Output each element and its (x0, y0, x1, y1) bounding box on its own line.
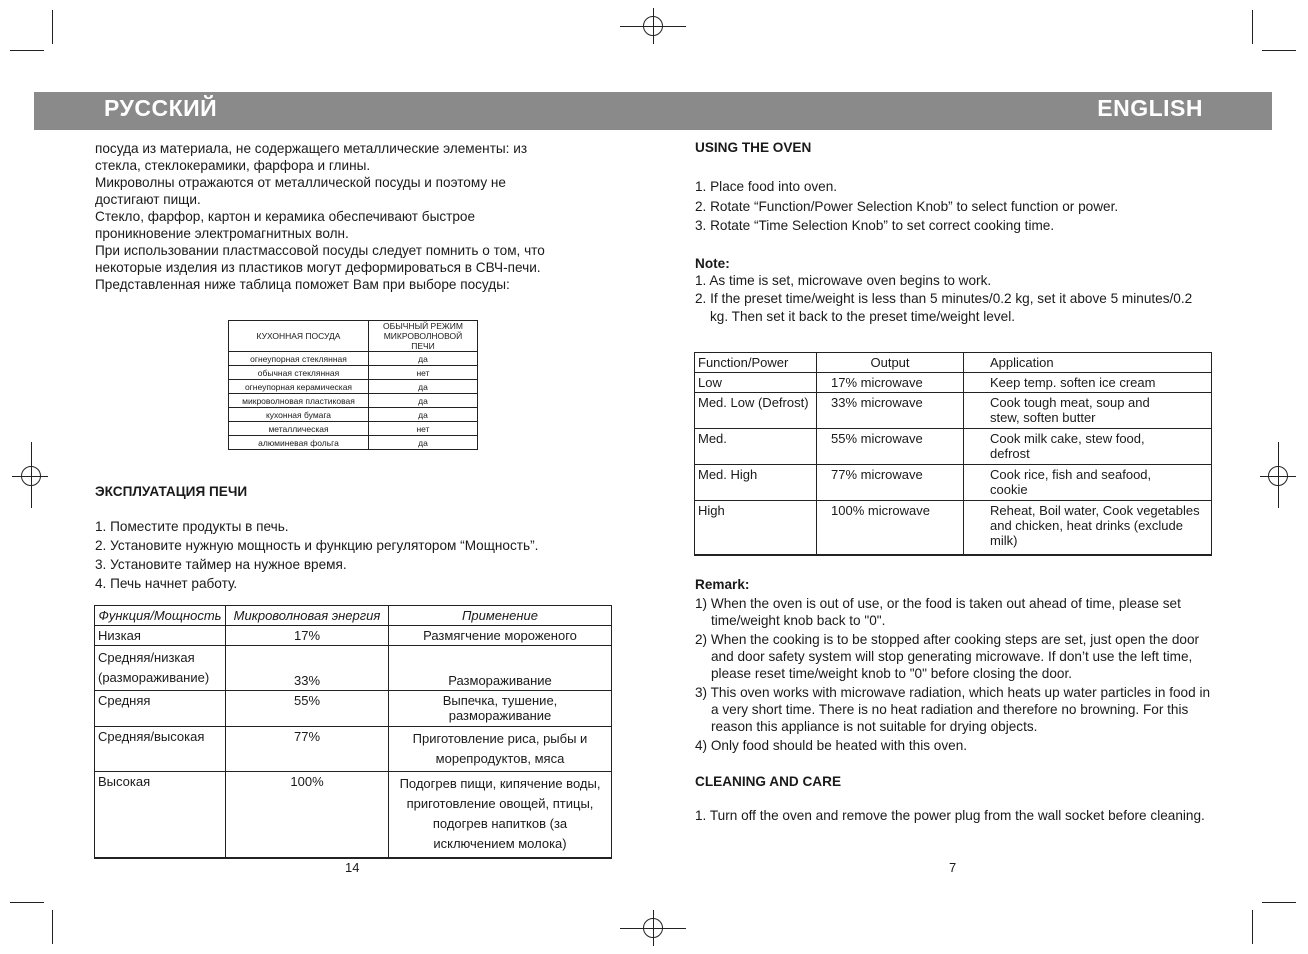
en-remarks-section (695, 577, 1212, 824)
en-remark: 1) When the oven is out of use, or the food is taken out ahead of time, please set time/weight knob back to "0". (695, 596, 1181, 628)
table-cell: Med. (695, 429, 817, 465)
ru-step: 4. Печь начнет работу. (95, 576, 238, 591)
table-cell: 100% (226, 772, 389, 858)
ru-intro-line: некоторые изделия из пластиков могут деформироваться в СВЧ-печи. (95, 260, 541, 275)
ru-intro-line: проникновение электромагнитных волн. (95, 226, 349, 241)
table-header-cell: КУХОННАЯ ПОСУДА (229, 321, 369, 352)
table-cell: огнеупорная керамическая (229, 380, 369, 394)
table-cell: Low (695, 373, 817, 393)
table-row (95, 646, 612, 691)
table-header-cell: ОБЫЧНЫЙ РЕЖИМ МИКРОВОЛНОВОЙ ПЕЧИ (369, 321, 478, 352)
table-header-cell: Микроволновая энергия (226, 606, 389, 626)
table-cell: Cook tough meat, soup and stew, soften butter (964, 393, 1212, 429)
table-cell: кухонная бумага (229, 408, 369, 422)
table-cell: да (369, 436, 478, 450)
table-cell: нет (369, 366, 478, 380)
ru-power-table (94, 605, 612, 859)
crop-mark (1252, 910, 1253, 944)
table-cell: алюминевая фольга (229, 436, 369, 450)
en-cleaning-title: CLEANING AND CARE (695, 774, 842, 789)
en-section-title: USING THE OVEN (695, 140, 812, 155)
table-row (95, 691, 612, 727)
table-row (695, 393, 1212, 429)
table-row (95, 626, 612, 646)
table-cell: микроволновая пластиковая (229, 394, 369, 408)
table-cell: 100% microwave (817, 501, 964, 555)
crop-mark (52, 10, 53, 44)
table-header-row (229, 321, 478, 352)
table-cell: 33% microwave (817, 393, 964, 429)
ru-intro-line: стекла, стеклокерамики, фарфора и глины. (95, 158, 371, 173)
table-cell: Размораживание (389, 646, 612, 691)
table-cell: High (695, 501, 817, 555)
table-cell: 17% (226, 626, 389, 646)
crop-mark (1262, 50, 1296, 51)
table-header-row (95, 606, 612, 626)
ru-cookware-table (228, 320, 478, 450)
table-cell: Размягчение мороженого (389, 626, 612, 646)
table-row (695, 373, 1212, 393)
table-row (695, 465, 1212, 501)
table-cell: Med. Low (Defrost) (695, 393, 817, 429)
table-cell: 77% (226, 727, 389, 772)
ru-intro-line: Микроволны отражаются от металлической посуды и поэтому не (95, 175, 506, 190)
table-cell: Keep temp. soften ice cream (964, 373, 1212, 393)
table-cell: Средняя (95, 691, 226, 727)
en-step: 2. Rotate “Function/Power Selection Knob” to select function or power. (695, 198, 1119, 214)
ru-section-title: ЭКСПЛУАТАЦИЯ ПЕЧИ (95, 484, 248, 499)
ru-intro-line: Представленная ниже таблица поможет Вам при выборе посуды: (95, 277, 510, 292)
table-cell: Cook milk cake, stew food, defrost (964, 429, 1212, 465)
table-row (229, 380, 478, 394)
header-bar (34, 92, 1272, 130)
table-row (229, 422, 478, 436)
en-remark: 2) When the cooking is to be stopped after cooking steps are set, just open the door and door safety system will stop generating microwave. If don’t use the left time, please reset time/weight knob to "0" before closing the door. (695, 632, 1200, 681)
table-cell: металлическая (229, 422, 369, 436)
table-row (229, 366, 478, 380)
table-row (695, 501, 1212, 555)
table-cell: Низкая (95, 626, 226, 646)
table-cell: обычная стеклянная (229, 366, 369, 380)
table-cell: Reheat, Boil water, Cook vegetables and chicken, heat drinks (exclude milk) (964, 501, 1212, 555)
table-header-cell: Output (817, 353, 964, 373)
crop-mark (10, 50, 44, 51)
crop-mark (10, 902, 44, 903)
table-cell: Cook rice, fish and seafood, cookie (964, 465, 1212, 501)
russian-column (95, 140, 615, 293)
table-header-row (695, 353, 1212, 373)
table-row (229, 436, 478, 450)
en-note: 1. As time is set, microwave oven begins to work. (695, 272, 992, 288)
ru-intro-line: посуда из материала, не содержащего металлические элементы: из (95, 141, 528, 156)
english-column (695, 140, 1212, 326)
crop-mark (1252, 10, 1253, 44)
language-label-russian: РУССКИЙ (104, 95, 218, 121)
en-note-title: Note: (695, 255, 730, 271)
ru-intro-line: достигают пищи. (95, 192, 201, 207)
ru-step: 3. Установите таймер на нужное время. (95, 557, 347, 572)
en-remark-title: Remark: (695, 577, 750, 592)
table-cell: да (369, 408, 478, 422)
ru-step: 2. Установите нужную мощность и функцию регулятором “Мощность”. (95, 538, 539, 553)
table-row (229, 394, 478, 408)
table-cell: Подогрев пищи, кипячение воды, приготовление овощей, птицы, подогрев напитков (за исключением молока) (389, 772, 612, 858)
crop-mark (1262, 902, 1296, 903)
en-step: 1. Place food into oven. (695, 179, 838, 194)
table-cell: 17% microwave (817, 373, 964, 393)
table-cell: 55% microwave (817, 429, 964, 465)
table-cell: Средняя/высокая (95, 727, 226, 772)
en-step: 3. Rotate “Time Selection Knob” to set correct cooking time. (695, 218, 1055, 233)
table-row (95, 772, 612, 858)
crop-mark (52, 910, 53, 944)
page-number-left: 14 (345, 860, 360, 875)
table-cell: Высокая (95, 772, 226, 858)
table-header-cell: Применение (389, 606, 612, 626)
table-header-cell: Function/Power (695, 353, 817, 373)
en-remark: 3) This oven works with microwave radiation, which heats up water particles in food in a very short time. There is no heat radiation and therefore no browning. For this reason this appliance is not suitable for drying objects. (695, 685, 1211, 734)
table-cell: огнеупорная стеклянная (229, 352, 369, 366)
table-cell: нет (369, 422, 478, 436)
ru-operation-section (95, 484, 615, 593)
table-cell: 77% microwave (817, 465, 964, 501)
table-header-cell: Функция/Мощность (95, 606, 226, 626)
table-row (695, 429, 1212, 465)
table-row (229, 408, 478, 422)
language-label-english: ENGLISH (1097, 95, 1203, 121)
table-cell: Приготовление риса, рыбы и морепродуктов, мяса (389, 727, 612, 772)
page-number-right: 7 (949, 860, 957, 875)
en-cleaning-text: 1. Turn off the oven and remove the power plug from the wall socket before cleaning. (695, 808, 1205, 823)
table-cell: 55% (226, 691, 389, 727)
ru-intro-line: При использовании пластмассовой посуды следует помнить о том, что (95, 243, 545, 258)
ru-intro-line: Стекло, фарфор, картон и керамика обеспечивают быстрое (95, 209, 476, 224)
en-note: 2. If the preset time/weight is less than 5 minutes/0.2 kg, set it above 5 minutes/0.2 kg. Then set it back to the preset time/weight level. (695, 290, 1193, 324)
table-cell: да (369, 380, 478, 394)
table-cell: Средняя/низкая (размораживание) (95, 646, 226, 691)
table-row (95, 727, 612, 772)
table-cell: да (369, 394, 478, 408)
table-cell: Выпечка, тушение, размораживание (389, 691, 612, 727)
table-header-cell: Application (964, 353, 1212, 373)
table-row (229, 352, 478, 366)
en-remark: 4) Only food should be heated with this oven. (695, 738, 968, 753)
table-cell: Med. High (695, 465, 817, 501)
table-cell: 33% (226, 646, 389, 691)
en-power-table (694, 352, 1212, 556)
ru-step: 1. Поместите продукты в печь. (95, 519, 289, 534)
table-cell: да (369, 352, 478, 366)
